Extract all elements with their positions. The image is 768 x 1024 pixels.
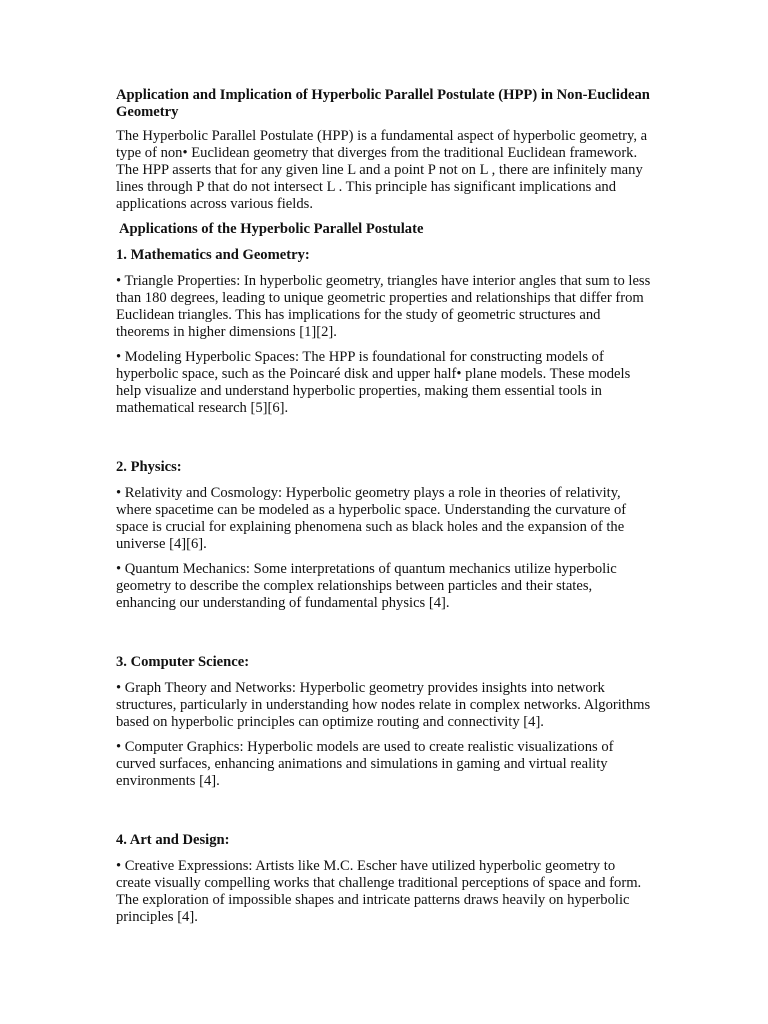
section-mathematics (116, 247, 652, 417)
applications-heading: Applications of the Hyperbolic Parallel Postulate (119, 221, 424, 237)
section-heading: 4. Art and Design: (116, 832, 230, 848)
list-item: • Triangle Properties: In hyperbolic geometry, triangles have interior angles that sum to less than 180 degrees, leading to unique geometric properties and relationships that differ from Euclidean triangles. This has implications for the study of geometric structures and theorems in higher dimensions [1][2]. (116, 273, 651, 340)
section-art-design (116, 832, 652, 926)
section-heading: 1. Mathematics and Geometry: (116, 247, 310, 263)
section-heading: 2. Physics: (116, 459, 182, 475)
list-item: • Creative Expressions: Artists like M.C. Escher have utilized hyperbolic geometry to create visually compelling works that challenge traditional perceptions of space and form. The exploration of impossible shapes and intricate patterns draws heavily on hyperbolic principles [4]. (116, 858, 642, 925)
list-item: • Modeling Hyperbolic Spaces: The HPP is foundational for constructing models of hyperbolic space, such as the Poincaré disk and upper half• plane models. These models help visualize and understand hyperbolic properties, making them essential tools in mathematical research [5][6]. (116, 349, 631, 416)
intro-paragraph: The Hyperbolic Parallel Postulate (HPP) is a fundamental aspect of hyperbolic geometry, a type of non• Euclidean geometry that diverges from the traditional Euclidean framework. The HPP asserts that for any given line L and a point P not on L , there are infinitely many lines through P that do not intersect L . This principle has significant implications and applications across various fields. (116, 128, 648, 212)
section-spacer (116, 798, 652, 832)
section-computer-science (116, 654, 652, 790)
list-item: • Quantum Mechanics: Some interpretations of quantum mechanics utilize hyperbolic geometry to describe the complex relationships between particles and their states, enhancing our understanding of fundamental physics [4]. (116, 561, 617, 611)
section-spacer (116, 425, 652, 459)
section-spacer (116, 620, 652, 654)
document-page (116, 87, 652, 934)
document-title: Application and Implication of Hyperbolic Parallel Postulate (HPP) in Non-Euclidean Geometry (116, 87, 650, 120)
list-item: • Graph Theory and Networks: Hyperbolic geometry provides insights into network structures, particularly in understanding how nodes relate in complex networks. Algorithms based on hyperbolic principles can optimize routing and connectivity [4]. (116, 680, 651, 730)
section-heading: 3. Computer Science: (116, 654, 250, 670)
section-physics (116, 459, 652, 612)
list-item: • Computer Graphics: Hyperbolic models are used to create realistic visualizations of curved surfaces, enhancing animations and simulations in gaming and virtual reality environments [4]. (116, 739, 614, 789)
list-item: • Relativity and Cosmology: Hyperbolic geometry plays a role in theories of relativity, where spacetime can be modeled as a hyperbolic space. Understanding the curvature of space is crucial for explaining phenomena such as black holes and the expansion of the universe [4][6]. (116, 485, 627, 552)
